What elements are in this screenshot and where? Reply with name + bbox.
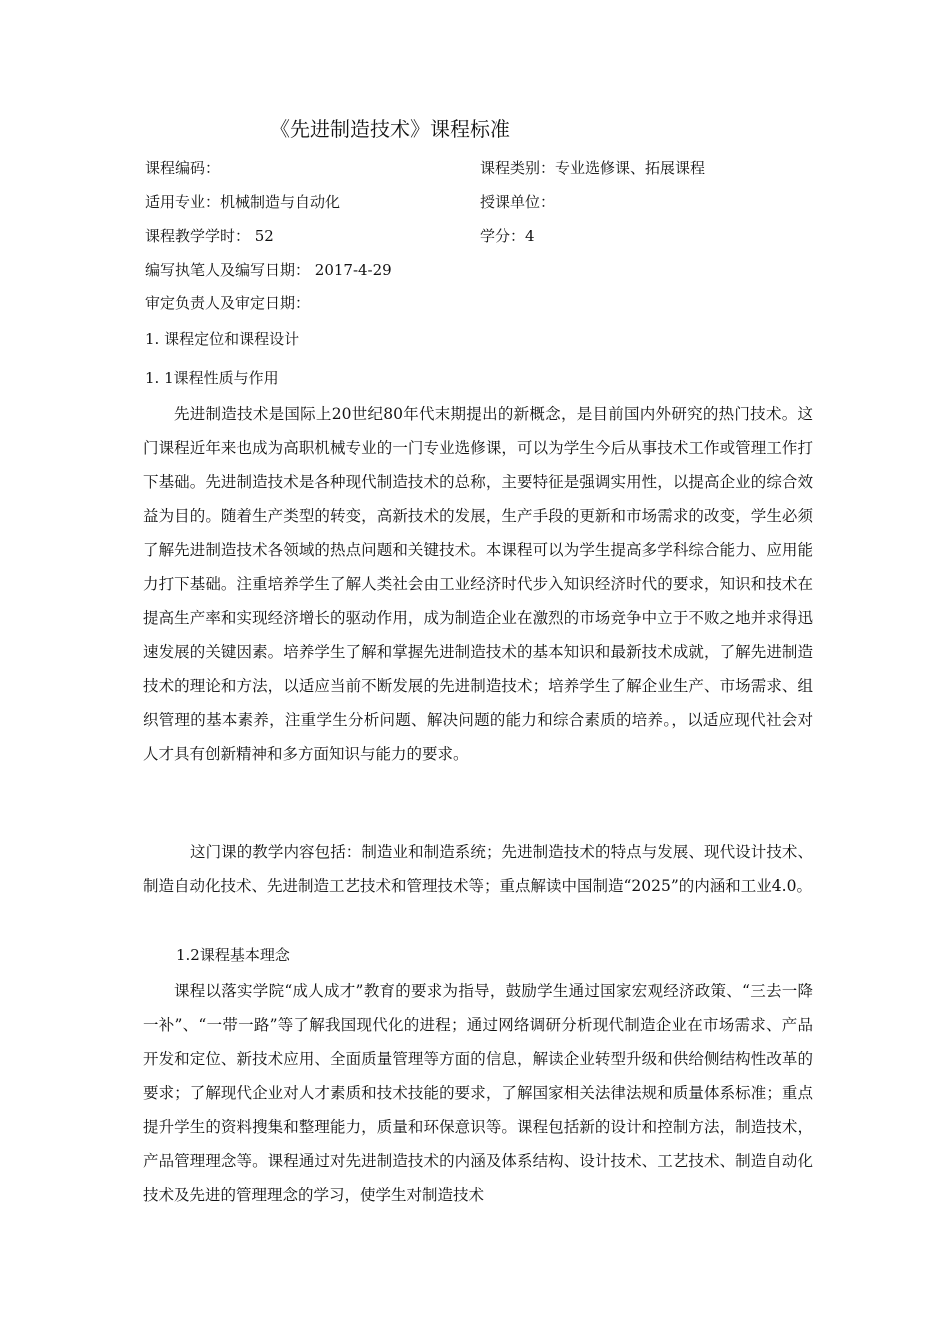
course-type: 课程类别：专业选修课、拓展课程	[480, 159, 706, 177]
document-title: 《先进制造技术》课程标准	[270, 117, 510, 141]
section-1-heading: 1. 课程定位和课程设计	[145, 330, 300, 348]
meta-row-5	[145, 288, 825, 318]
section-1-2-paragraph-1: 课程以落实学院“成人成才”教育的要求为指导，鼓励学生通过国家宏观经济政策、“三去一降一补”、“一带一路”等了解我国现代化的进程；通过网络调研分析现代制造企业在市场需求、产品开发和定位、新技术应用、全面质量管理等方面的信息，解读企业转型升级和供给侧结构性改革的要求；了解现代企业对人才素质和技术技能的要求，了解国家相关法律法规和质量体系标准；重点提升学生的资料搜集和整理能力，质量和环保意识等。课程包括新的设计和控制方法，制造技术，产品管理理念等。课程通过对先进制造技术的内涵及体系结构、设计技术、工艺技术、制造自动化技术及先进的管理理念的学习，使学生对制造技术	[143, 982, 813, 1204]
reviewer-and-date: 审定负责人及审定日期：	[145, 294, 311, 312]
teaching-unit: 授课单位：	[480, 193, 556, 211]
meta-row-1	[145, 153, 825, 183]
meta-row-2	[145, 187, 825, 217]
section-1-1-paragraph-1: 先进制造技术是国际上20世纪80年代末期提出的新概念，是目前国内外研究的热门技术。这门课程近年来也成为高职机械专业的一门专业选修课，可以为学生今后从事技术工作或管理工作打下基础。先进制造技术是各种现代制造技术的总称，主要特征是强调实用性，以提高企业的综合效益为目的。随着生产类型的转变，高新技术的发展，生产手段的更新和市场需求的改变，学生必须了解先进制造技术各领域的热点问题和关键技术。本课程可以为学生提高多学科综合能力、应用能力打下基础。注重培养学生了解人类社会由工业经济时代步入知识经济时代的要求，知识和技术在提高生产率和实现经济增长的驱动作用，成为制造企业在激烈的市场竞争中立于不败之地并求得迅速发展的关键因素。培养学生了解和掌握先进制造技术的基本知识和最新技术成就，了解先进制造技术的理论和方法，以适应当前不断发展的先进制造技术；培养学生了解企业生产、市场需求、组织管理的基本素养，注重学生分析问题、解决问题的能力和综合素质的培养。，以适应现代社会对人才具有创新精神和多方面知识与能力的要求。	[143, 405, 813, 763]
author-and-date: 编写执笔人及编写日期： 2017-4-29	[145, 261, 392, 279]
section-1-2-heading: 1.2课程基本理念	[176, 946, 290, 964]
meta-row-4	[145, 255, 825, 285]
section-1-1-heading: 1. 1课程性质与作用	[145, 369, 279, 387]
meta-row-3	[145, 221, 825, 251]
credits: 学分：4	[480, 227, 535, 245]
teaching-hours: 课程教学学时： 52	[145, 227, 274, 245]
course-code: 课程编码：	[145, 159, 221, 177]
applicable-major: 适用专业：机械制造与自动化	[145, 193, 341, 211]
section-1-1-paragraph-2: 这门课的教学内容包括：制造业和制造系统；先进制造技术的特点与发展、现代设计技术、制造自动化技术、先进制造工艺技术和管理技术等；重点解读中国制造“2025”的内涵和工业4.0。	[143, 843, 813, 895]
